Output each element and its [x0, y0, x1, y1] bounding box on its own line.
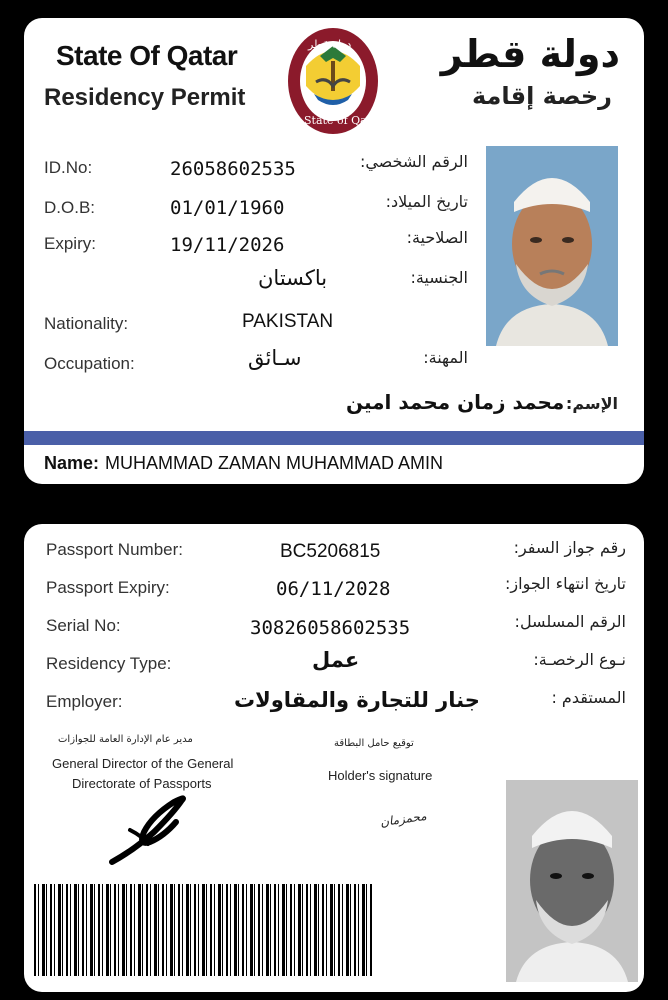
subtitle-arabic: رخصة إقامة: [471, 82, 612, 110]
expiry-value: 19/11/2026: [170, 234, 285, 256]
holder-signature-title-arabic: توقيع حامل البطاقة: [334, 738, 414, 749]
holder-photo-grayscale: [506, 780, 638, 982]
barcode: [34, 884, 374, 976]
director-title-line1: General Director of the General: [52, 756, 234, 771]
holder-signature: محمزمان: [379, 808, 428, 830]
id-value: 26058602535: [170, 158, 296, 180]
serial-value: 30826058602535: [250, 617, 411, 639]
id-label: ID.No:: [44, 158, 93, 177]
dob-label: D.O.B:: [44, 198, 96, 217]
title-arabic: دولة قطر: [440, 32, 620, 76]
title-english: State Of Qatar: [56, 40, 238, 71]
occupation-label: Occupation:: [44, 354, 135, 373]
expiry-label-arabic: الصلاحية:: [406, 228, 468, 247]
employer-label-arabic: المستقدم :: [551, 688, 626, 707]
name-label: Name:: [44, 453, 100, 473]
seal-text-english: State of Qatar: [304, 114, 383, 127]
passport-number-label: Passport Number:: [46, 540, 183, 559]
residency-type-label: Residency Type:: [46, 654, 172, 673]
serial-label: Serial No:: [46, 616, 121, 635]
director-title-line2: Directorate of Passports: [72, 776, 212, 791]
passport-number-label-arabic: رقم جواز السفر:: [513, 538, 626, 557]
qatar-seal-icon: [286, 26, 383, 136]
director-signature-icon: [104, 792, 194, 868]
name-row: [44, 453, 443, 474]
nationality-value-arabic: باكستان: [258, 266, 328, 290]
name-value: MUHAMMAD ZAMAN MUHAMMAD AMIN: [105, 453, 444, 473]
serial-label-arabic: الرقم المسلسل:: [514, 612, 626, 631]
seal-text-arabic: دولة قطر: [308, 38, 352, 51]
nationality-label-arabic: الجنسية:: [410, 268, 468, 287]
occupation-label-arabic: المهنة:: [423, 348, 468, 367]
passport-expiry-value: 06/11/2028: [276, 578, 391, 600]
holder-photo: [486, 146, 618, 346]
blue-band: [24, 431, 644, 445]
director-title-arabic: مدير عام الإدارة العامة للجوازات: [58, 734, 193, 745]
name-label-arabic: الإسم:: [565, 394, 618, 413]
nationality-label: Nationality:: [44, 314, 129, 333]
name-value-arabic: محمد زمان محمد امين: [346, 390, 565, 414]
residency-permit-front: [24, 18, 644, 484]
employer-value-arabic: جنار للتجارة والمقاولات: [234, 688, 480, 712]
employer-label: Employer:: [46, 692, 123, 711]
subtitle-english: Residency Permit: [44, 84, 246, 111]
passport-expiry-label: Passport Expiry:: [46, 578, 170, 597]
residency-permit-back: [24, 524, 644, 992]
holder-signature-title: Holder's signature: [328, 768, 433, 783]
id-label-arabic: الرقم الشخصي:: [359, 152, 468, 171]
expiry-label: Expiry:: [44, 234, 96, 253]
dob-value: 01/01/1960: [170, 197, 285, 219]
residency-type-label-arabic: نـوع الرخصـة:: [533, 650, 626, 669]
residency-type-value-arabic: عمل: [312, 648, 360, 672]
passport-expiry-label-arabic: تاريخ انتهاء الجواز:: [505, 574, 626, 593]
occupation-value-arabic: سـائق: [248, 346, 302, 370]
dob-label-arabic: تاريخ الميلاد:: [385, 192, 468, 211]
nationality-value: PAKISTAN: [242, 311, 334, 332]
passport-number-value: BC5206815: [280, 541, 381, 562]
